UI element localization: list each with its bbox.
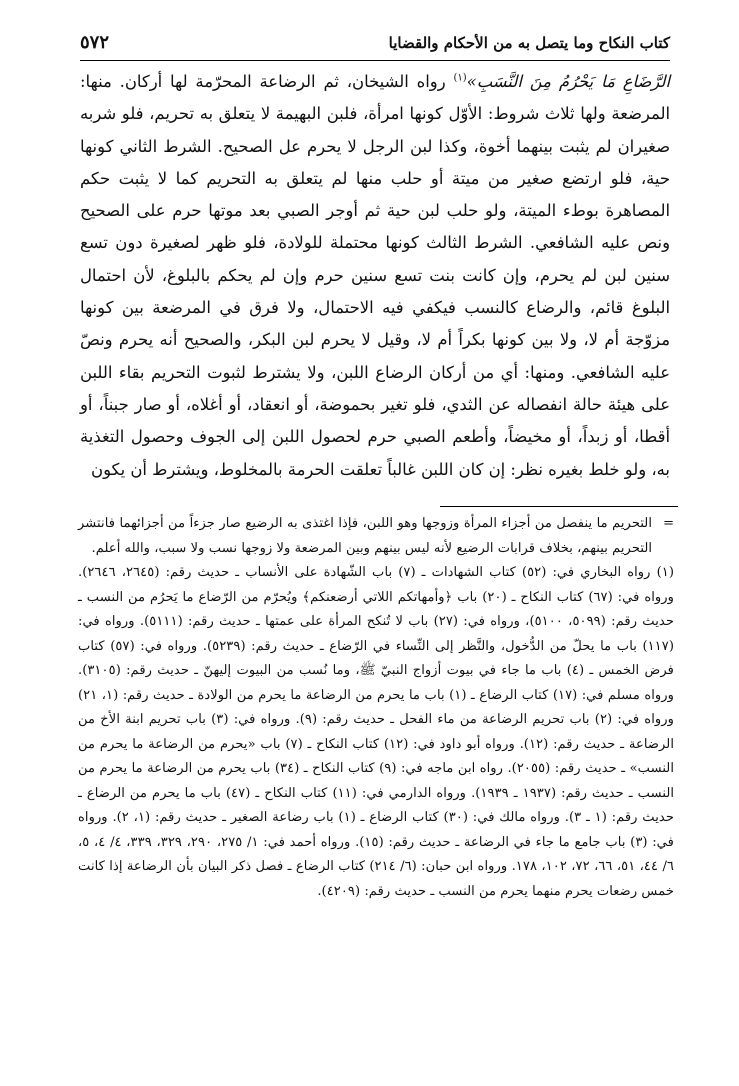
main-text — [80, 66, 670, 486]
page-number: ٥٧٢ — [80, 32, 110, 53]
main-paragraph — [80, 66, 670, 486]
continuation-mark: = — [662, 516, 674, 531]
main-body: رواه الشيخان، ثم الرضاعة المحرّمة لها أركان. منها: المرضعة ولها ثلاث شروط: الأوّل كونها امرأة، فلبن البهيمة لا يتعلق به تحريم، فلو شربه صغيران لم يثبت بينهما أخوة، وكذا لبن الرجل لا يحرم عل الصحيح. الشرط الثاني كونها حية، فلو ارتضع صغير من ميتة أو حلب منها لم يتعلق به التحريم كما لا يثبت حكم المصاهرة بوطء الميتة، ولو حلب لبن حية ثم أوجر الصبي بعد موتها حرم على الصحيح ونص عليه الشافعي. الشرط الثالث كونها محتملة للولادة، فلو ظهر لصغيرة دون تسع سنين لبن لم يحرم، وإن كانت بنت تسع سنين حرم وإن لم يحكم بالبلوغ، لأن احتمال البلوغ قائم، والرضاع كالنسب فيكفي فيه الاحتمال، ولا فرق في المرضعة بين كونها مزوّجة أم لا، ولا بين كونها بكراً أم لا، وقيل لا يحرم لبن البكر، والصحيح أنه يحرم ونصّ عليه الشافعي. ومنها: أي من أركان الرضاع اللبن، ولا يشترط لثبوت التحريم بقاء اللبن على هيئة حالة انفصاله عن الثدي، فلو تغير بحموضة، أو انعقاد، أو أغلاه، أو صار جبناً، أو أقطا، أو زبداً، أو مخيضاً، وأطعم الصبي حرم لحصول اللبن إلى الجوف وحصول التغذية به، ولو خلط بغيره نظر: إن كان اللبن غالباً تعلقت الحرمة بالمخلوط، ويشترط أن يكون — [80, 72, 670, 479]
footnote-1: (١) رواه البخاري في: (٥٢) كتاب الشهادات ـ (٧) باب الشّهادة على الأنساب ـ حديث رقم: (٢٦٤٥، ٢٦٤٦). ورواه في: (٦٧) كتاب النكاح ـ (٢٠) باب ﴿وأمهاتكم اللاتي أرضعنكم﴾ ويُحرّم من الرّضاع ما يَحرُم من النسب ـ حديث رقم: (٥٠٩٩، ٥١٠٠)، ورواه في: (٢٧) باب لا تُنكح المرأة على عمتها ـ حديث رقم: (٥١١١). ورواه في: (١١٧) باب ما يحلّ من الدُّخول، والنَّظر إلى النِّساء في الرّضاع ـ حديث رقم: (٥٢٣٩). ورواه في: (٥٧) كتاب فرض الخمس ـ (٤) باب ما جاء في بيوت أزواج النبيّ ﷺ، وما نُسب من البيوت إليهنّ ـ حديث رقم: (٣١٠٥). ورواه مسلم في: (١٧) كتاب الرضاع ـ (١) باب ما يحرم من الرضاعة ما يحرم من الولادة ـ حديث رقم: (١، ٢١) ورواه في: (٢) باب تحريم الرضاعة من ماء الفحل ـ حديث رقم: (٩). ورواه في: (٣) باب تحريم ابنة الأخ من الرضاعة ـ حديث رقم: (١٢). ورواه أبو داود في: (١٢) كتاب النكاح ـ (٧) باب «يحرم من الرضاعة ما يحرم من النسب» ـ حديث رقم: (٢٠٥٥). رواه ابن ماجه في: (٩) كتاب النكاح ـ (٣٤) باب يحرم من الرضاعة ما يحرم من النسب ـ حديث رقم: (١٩٣٧ ـ ١٩٣٩). ورواه الدارمي في: (١١) كتاب النكاح ـ (٤٧) باب ما يحرم من الرضاع ـ حديث رقم: (١ ـ ٣). ورواه مالك في: (٣٠) كتاب الرضاع ـ (١) باب رضاعة الصغير ـ حديث رقم: (١، ٢). ورواه في: (٣) باب جامع ما جاء في الرضاعة ـ حديث رقم: (١٥). ورواه أحمد في: ١/ ٢٧٥، ٢٩٠، ٣٢٩، ٣٣٩، ٤/ ٤، ٥، ٦/ ٤٤، ٥١، ٦٦، ٧٢، ١٠٢، ١٧٨. ورواه ابن حبان: (٦/ ٢١٤) كتاب الرضاع ـ فصل ذكر البيان بأن الرضاعة إذا كانت خمس رضعات يحرم منهما يحرم من النسب ـ حديث رقم: (٤٢٠٩). — [78, 565, 675, 899]
hadith-quote: الرَّضَاعِ مَا يَحْرُمُ مِنَ النَّسَبِ» — [466, 72, 670, 91]
footnote-continuation — [78, 512, 674, 561]
chapter-title: كتاب النكاح وما يتصل به من الأحكام والقضايا — [388, 34, 670, 52]
footnote-ref: (١) — [453, 72, 467, 84]
footnotes — [78, 512, 674, 904]
continuation-text: التحريم ما ينفصل من أجزاء المرأة وزوجها وهو اللبن، فإذا اغتذى به الرضيع صار جزءاً من أجزائهما فانتشر التحريم بينهم، بخلاف قرابات الرضيع لأنه ليس بينهم وبين المرضعة ولا زوجها نسب ولا سبب، والله أعلم. — [78, 516, 652, 556]
footnote-separator — [440, 506, 678, 507]
running-header — [80, 32, 670, 61]
